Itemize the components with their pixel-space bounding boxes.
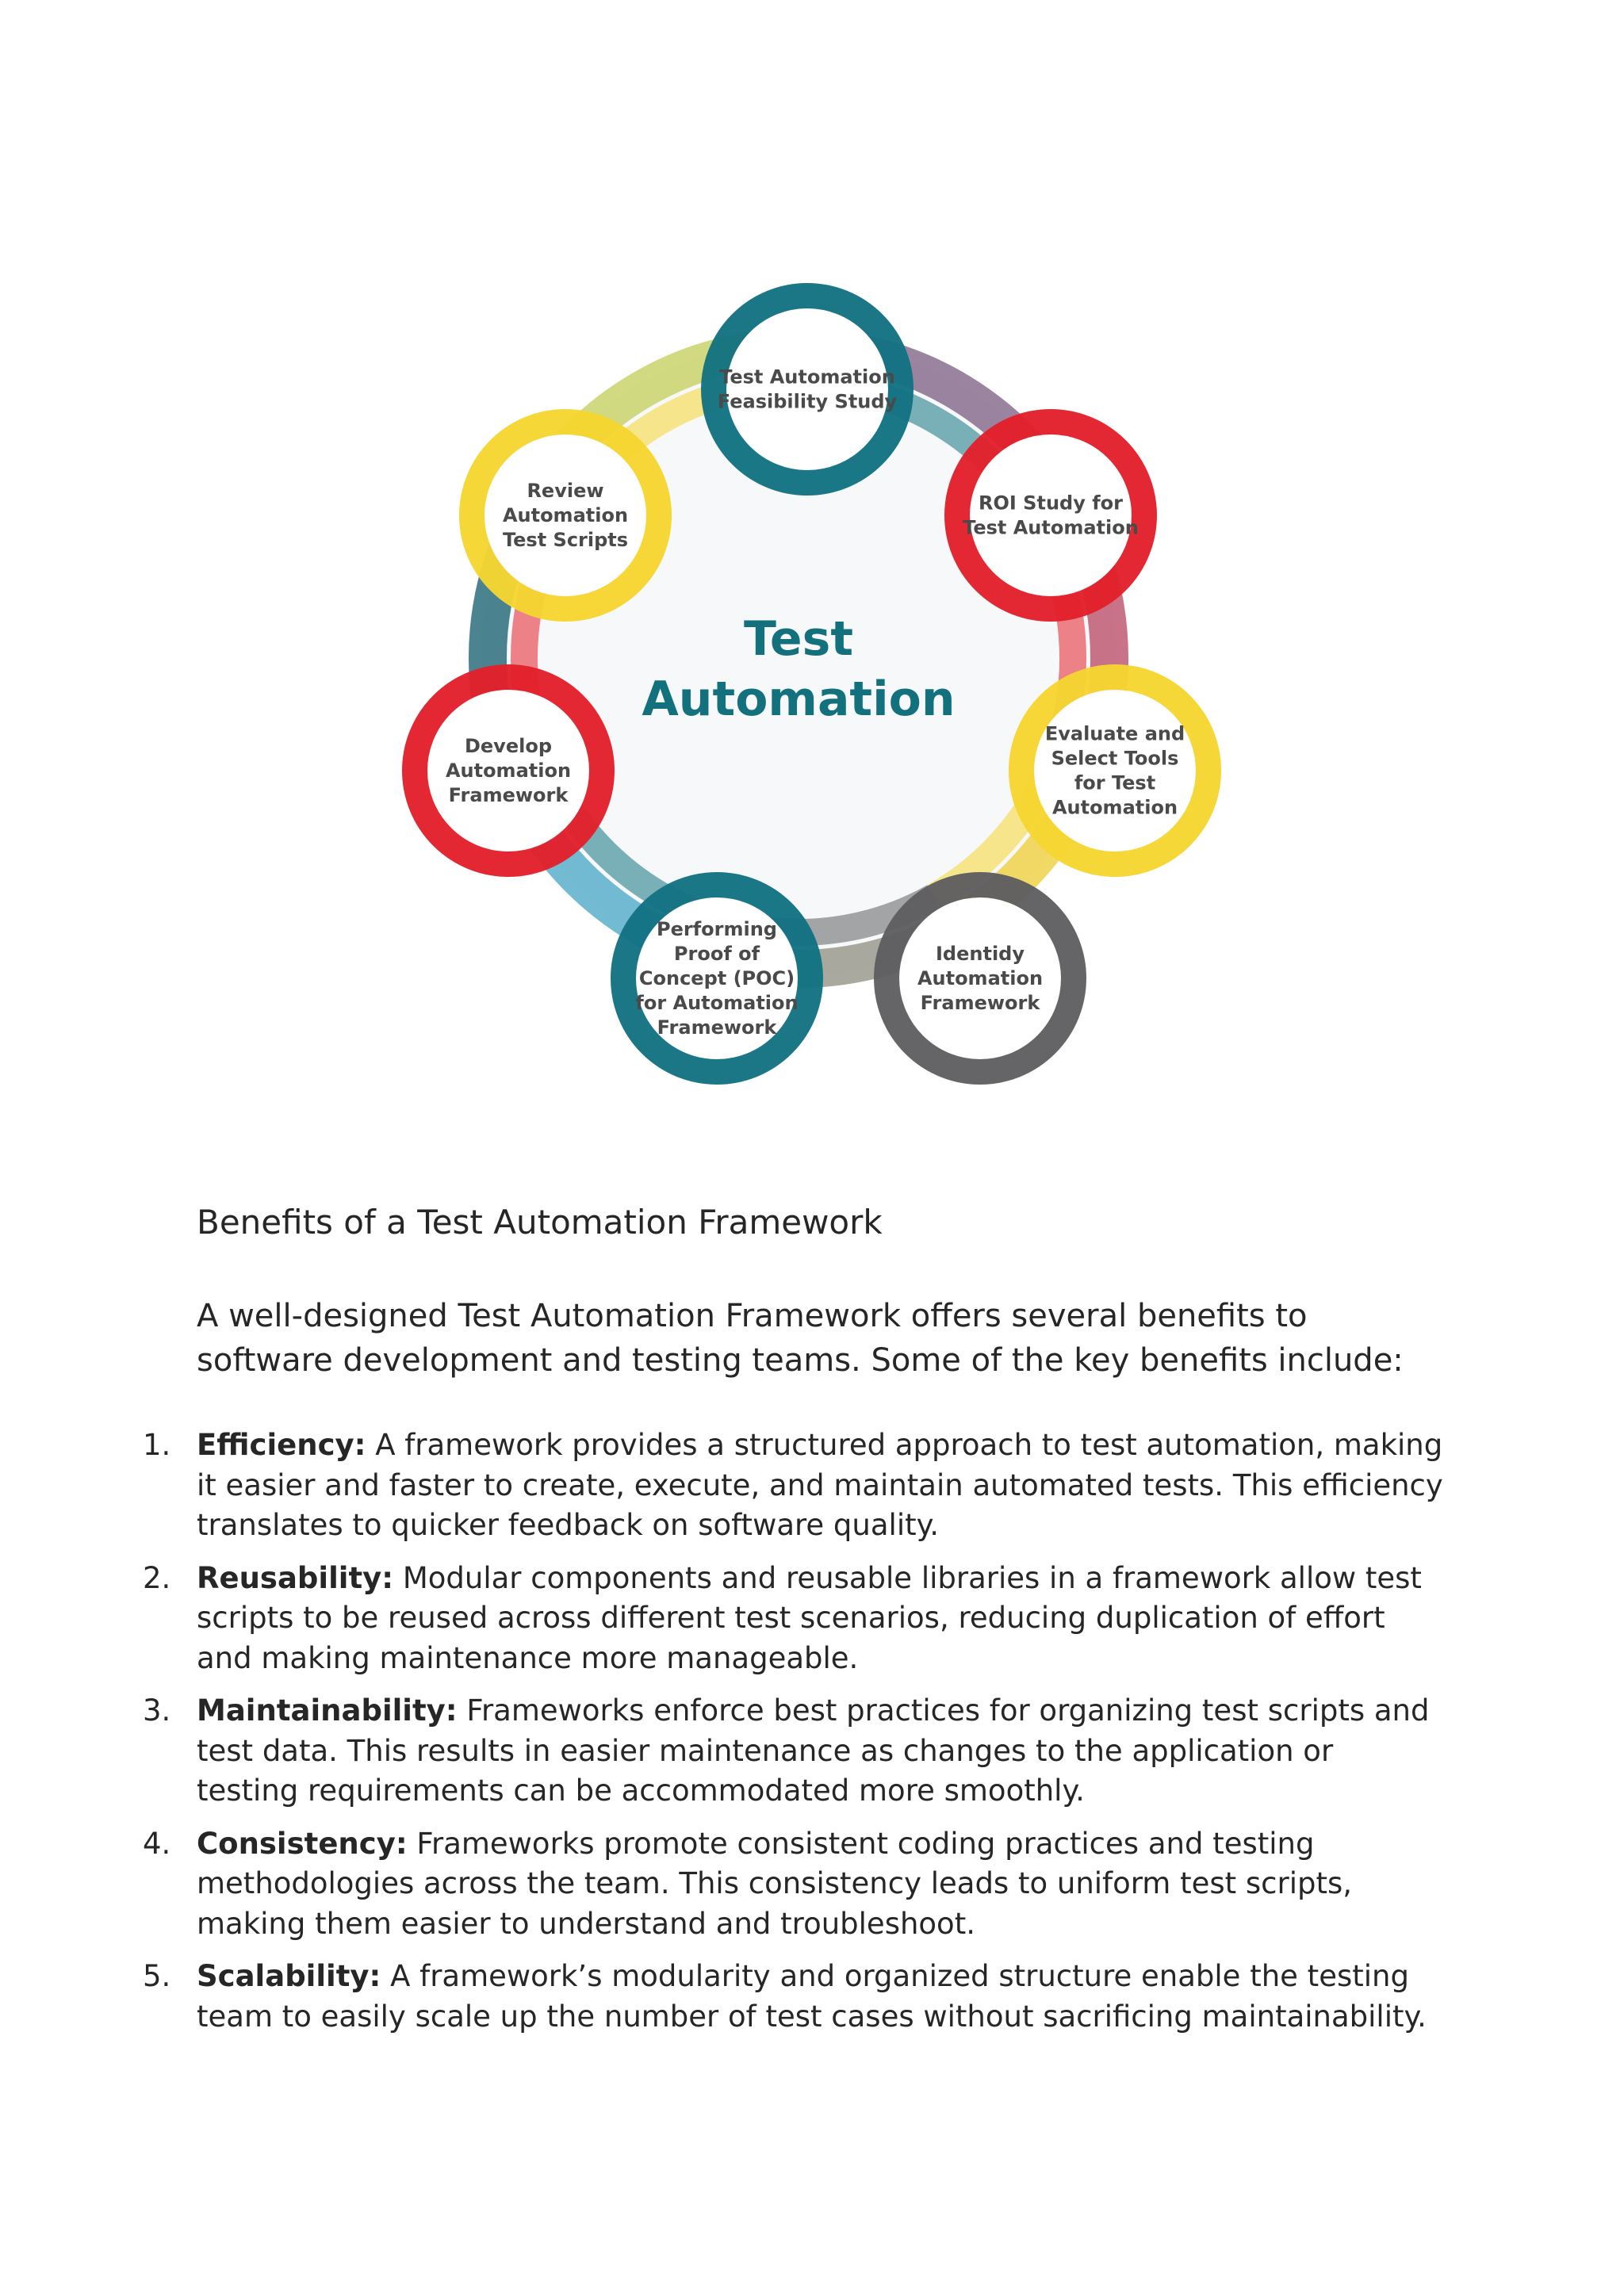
step-label-line: Automation	[445, 760, 572, 782]
cycle-step	[957, 422, 1144, 609]
center-title-line1: Test	[743, 611, 854, 667]
list-item-text: Frameworks enforce best practices for organizing test scripts and test data. This results in easier maintenance as changes to the application or testing requirements can be accommodated more smoothly.	[197, 1693, 1430, 1808]
list-item	[143, 1824, 1443, 1945]
cycle-step	[623, 885, 810, 1072]
list-item-number: 5.	[143, 1959, 171, 1993]
list-item-title: Scalability:	[197, 1959, 381, 1993]
step-label-line: Proof of	[673, 943, 760, 965]
cycle-step	[415, 677, 602, 864]
step-label-line: Framework	[448, 784, 569, 806]
list-item-title: Efficiency:	[197, 1428, 366, 1462]
cycle-diagram-svg	[381, 262, 1253, 1118]
step-label-line: Review	[527, 480, 604, 502]
benefits-list	[143, 1425, 1443, 2049]
step-label-line: Select Tools	[1051, 747, 1179, 770]
list-item-number: 3.	[143, 1693, 171, 1728]
step-label-line: Automation	[502, 504, 629, 526]
step-label-line: Automation	[917, 967, 1044, 989]
list-item-text: A framework provides a structured approach to test automation, making it easier and faster to create, execute, and maintain automated tests. This efficiency translates to quicker feedback on software quality.	[197, 1428, 1443, 1542]
step-label-line: Test Scripts	[502, 529, 629, 551]
step-label-line: for Test	[1074, 771, 1156, 794]
step-label-line: Framework	[920, 992, 1040, 1014]
list-item-number: 2.	[143, 1560, 171, 1595]
step-label-line: Identidy	[936, 943, 1025, 965]
step-label-line: Evaluate and	[1044, 722, 1185, 745]
list-item	[143, 1691, 1443, 1812]
step-disc	[971, 436, 1130, 595]
list-item-text: Modular components and reusable libraries in a framework allow test scripts to be reused across different test scenarios, reducing duplication of effort and making maintenance more manageable.	[197, 1560, 1422, 1675]
step-label-line: Feasibility Study	[717, 390, 898, 413]
list-item-number: 4.	[143, 1826, 171, 1861]
step-label-line: Automation	[1051, 796, 1178, 819]
step-label-line: Framework	[657, 1016, 777, 1039]
cycle-step	[1021, 677, 1208, 864]
test-automation-cycle-diagram	[381, 262, 1253, 1118]
step-label-line: Test Automation	[719, 365, 895, 388]
list-item-title: Consistency:	[197, 1826, 408, 1861]
list-item	[143, 1425, 1443, 1546]
step-label-line: for Automation	[635, 992, 799, 1014]
list-item-title: Maintainability:	[197, 1693, 458, 1728]
step-label-line: Concept (POC)	[638, 967, 795, 989]
list-item-title: Reusability:	[197, 1560, 394, 1595]
list-item	[143, 1957, 1443, 2037]
step-disc	[1036, 691, 1194, 850]
intro-paragraph: A well-designed Test Automation Framework offers several benefits to software development and testing teams. Some of the key benefits include:	[197, 1298, 1404, 1379]
list-item	[143, 1559, 1443, 1679]
list-item-text: A framework’s modularity and organized structure enable the testing team to easily scale up the number of test cases without sacrificing maintainability.	[197, 1959, 1427, 2034]
cycle-step	[472, 422, 659, 609]
step-label-line: ROI Study for	[979, 492, 1123, 515]
center-title-line2: Automation	[642, 672, 956, 727]
cycle-step	[714, 296, 901, 483]
step-label-line: Test Automation	[963, 516, 1139, 539]
section-heading: Benefits of a Test Automation Framework	[197, 1203, 883, 1242]
list-item-text: Frameworks promote consistent coding practices and testing methodologies across the team. This consistency leads to uniform test scripts, making them easier to understand and troubleshoot.	[197, 1826, 1353, 1941]
list-item-number: 1.	[143, 1428, 171, 1462]
step-label-line: Develop	[464, 735, 553, 757]
step-label-line: Performing	[657, 918, 777, 940]
step-disc	[728, 310, 887, 469]
cycle-step	[887, 885, 1074, 1072]
